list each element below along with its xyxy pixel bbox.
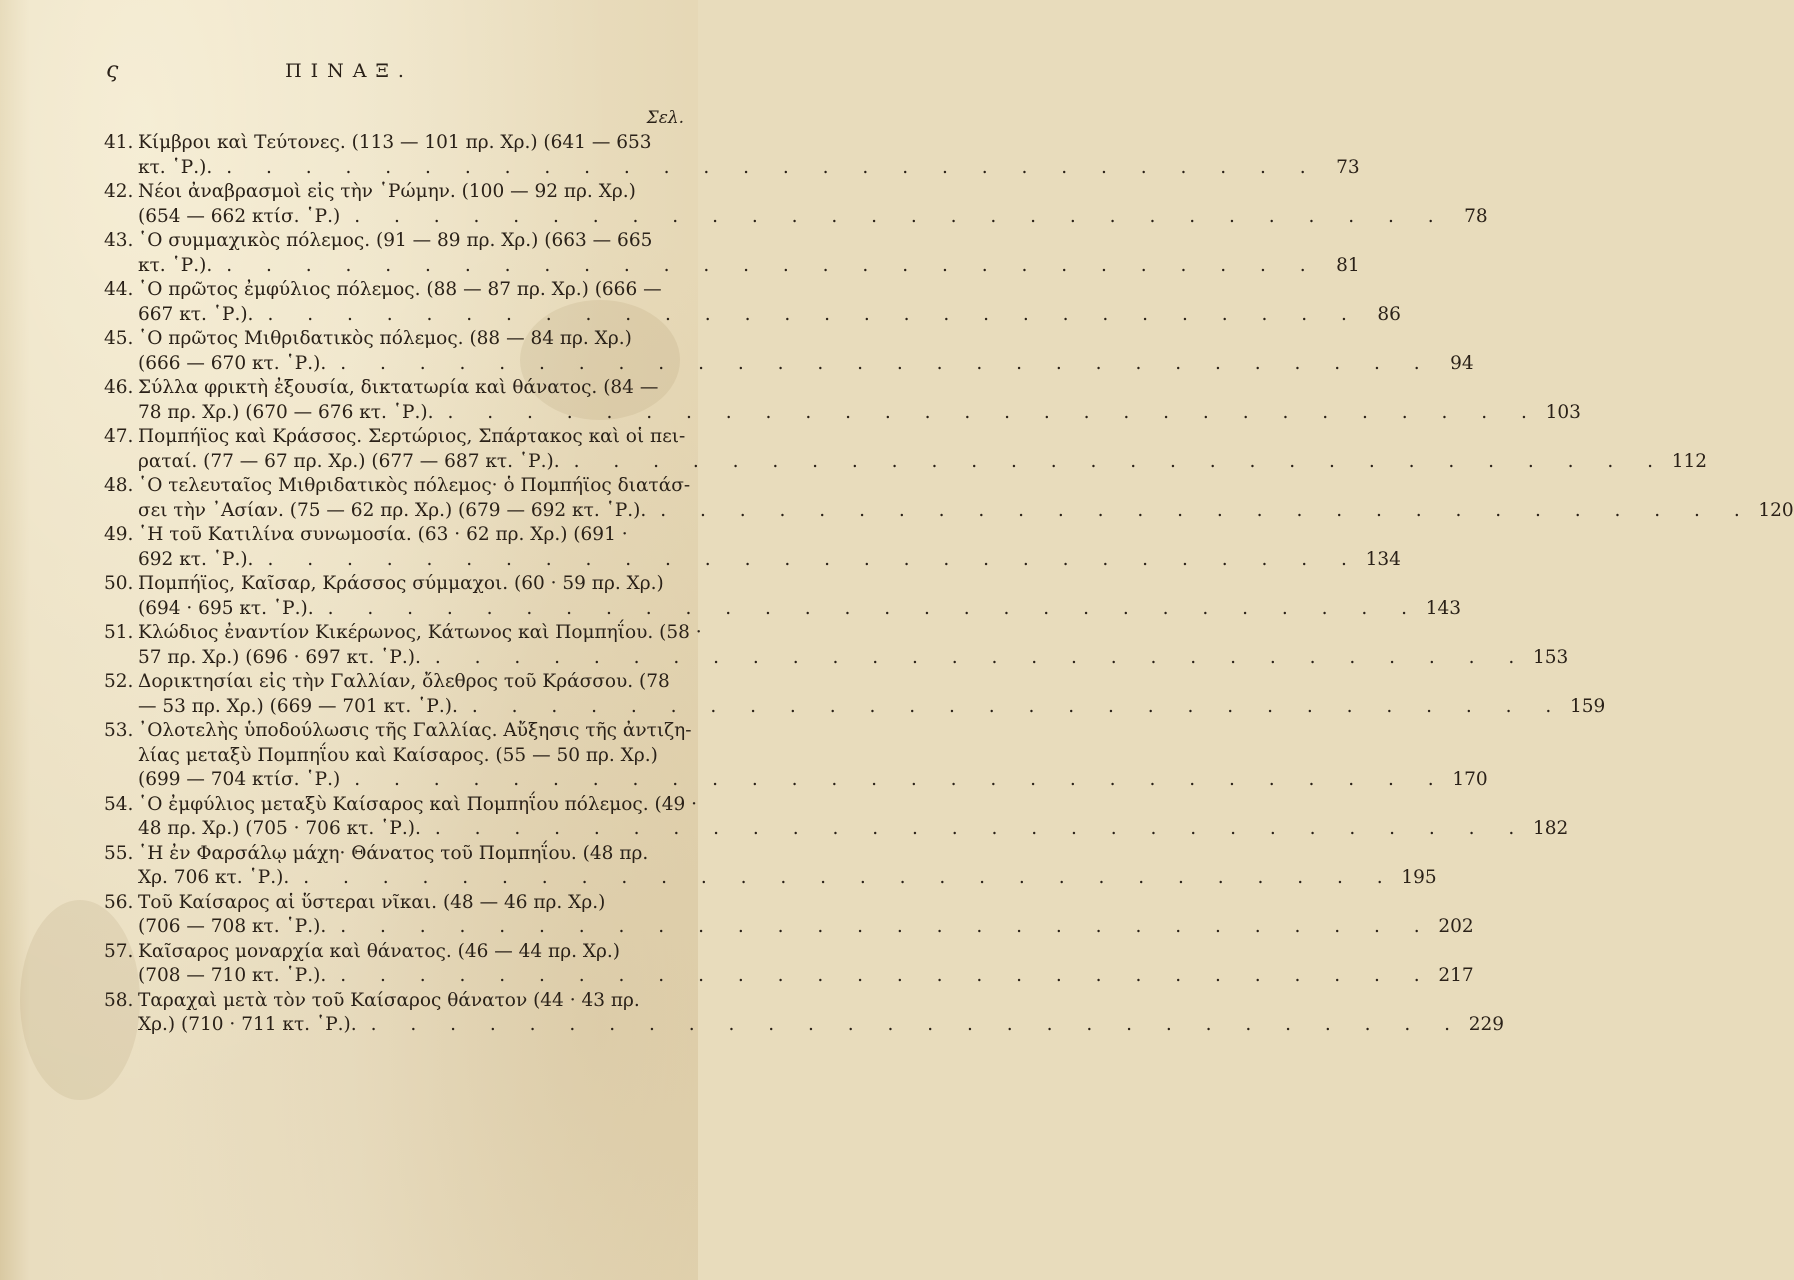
entry-title-text: 667 κτ. ῾Ρ.). — [138, 303, 254, 325]
entry-title-text: ῾Ο ἐμφύλιος μεταξὺ Καίσαρος καὶ Πομπηΐου πόλεμος. (49 · — [138, 793, 698, 815]
entry-body — [138, 474, 1794, 523]
entry-body — [138, 940, 1474, 989]
entry-line — [138, 964, 1474, 989]
dot-leader: . . . . . . . . . . . . . . . . . . . . . . . . . . . . — [340, 916, 1434, 937]
dot-leader: . . . . . . . . . . . . . . . . . . . . . . . . . . . . — [354, 769, 1448, 790]
entry-title-text: — 53 πρ. Χρ.) (669 — 701 κτ. ῾Ρ.). — [138, 695, 458, 717]
entry-title-text: (699 — 704 κτίσ. ῾Ρ.) — [138, 769, 341, 790]
entry-line — [138, 597, 1461, 622]
entry-line — [138, 474, 1794, 499]
dot-leader: . . . . . . . . . . . . . . . . . . . . . . . . . . . . — [340, 352, 1434, 374]
entry-body — [138, 229, 1360, 278]
entry-page-number: 159 — [1569, 695, 1606, 717]
entry-page-number: 81 — [1336, 254, 1360, 276]
entry-line — [138, 303, 1401, 328]
entry-title-text: 78 πρ. Χρ.) (670 — 676 κτ. ῾Ρ.). — [138, 401, 434, 423]
entry-line — [138, 180, 1488, 205]
entry-line — [138, 670, 1605, 695]
toc-entry — [104, 719, 1488, 793]
entry-line — [138, 989, 1504, 1014]
entry-number: 42. — [104, 181, 134, 202]
entry-line — [138, 940, 1474, 965]
entry-number: 58. — [104, 989, 134, 1011]
entry-body — [138, 425, 1707, 474]
table-of-contents — [104, 131, 1794, 1038]
toc-entry — [104, 474, 1794, 523]
entry-number: 48. — [104, 475, 134, 496]
entry-page-number: 143 — [1425, 597, 1462, 619]
dot-leader: . . . . . . . . . . . . . . . . . . . . . . . . . . . . — [370, 1014, 1465, 1035]
entry-title-text: (708 — 710 κτ. ῾Ρ.). — [138, 965, 327, 986]
entry-title-text: Πομπήϊος καὶ Κράσσος. Σερτώριος, Σπάρτακος καὶ οἱ πει- — [138, 426, 686, 447]
entry-line — [138, 548, 1401, 573]
page-title: ΠΙΝΑΞ. — [285, 60, 413, 82]
dot-leader: . . . . . . . . . . . . . . . . . . . . . . . . . . . . — [226, 156, 1320, 178]
entry-line — [138, 131, 1360, 156]
entry-line — [138, 891, 1474, 916]
entry-number: 46. — [104, 377, 134, 398]
toc-entry — [104, 229, 1360, 278]
entry-number: 49. — [104, 524, 134, 545]
entry-line — [138, 401, 1581, 426]
entry-page-number: 170 — [1452, 769, 1488, 790]
dot-leader: . . . . . . . . . . . . . . . . . . . . . . . . . . . . — [267, 548, 1361, 570]
entry-body — [138, 572, 1461, 621]
dot-leader: . . . . . . . . . . . . . . . . . . . . . . . . . . . . — [447, 401, 1541, 423]
entry-page-number: 78 — [1464, 205, 1488, 227]
entry-line — [138, 278, 1401, 303]
entry-title-text: Νέοι ἀναβρασμοὶ εἰς τὴν ῾Ρώμην. (100 — 92 πρ. Χρ.) — [138, 181, 636, 202]
entry-body — [138, 719, 1488, 793]
entry-page-number: 73 — [1336, 156, 1360, 178]
entry-page-number: 217 — [1438, 965, 1474, 986]
toc-entry — [104, 180, 1488, 229]
entry-body — [138, 793, 1568, 842]
entry-title-text: ῾Ο συμμαχικὸς πόλεμος. (91 — 89 πρ. Χρ.) (663 — 665 — [138, 230, 653, 251]
entry-title-text: 692 κτ. ῾Ρ.). — [138, 548, 254, 570]
entry-line — [138, 425, 1707, 450]
entry-line — [138, 499, 1794, 524]
toc-entry — [104, 523, 1401, 572]
toc-entry — [104, 131, 1360, 180]
toc-entry — [104, 327, 1474, 376]
entry-line — [138, 719, 1488, 744]
dot-leader: . . . . . . . . . . . . . . . . . . . . . . . . . . . . — [434, 818, 1529, 839]
entry-number: 45. — [104, 328, 134, 349]
entry-page-number: 134 — [1365, 548, 1401, 570]
entry-body — [138, 989, 1504, 1038]
toc-entry — [104, 940, 1474, 989]
dot-leader: . . . . . . . . . . . . . . . . . . . . . . . . . . . . — [327, 597, 1422, 619]
entry-page-number: 153 — [1532, 646, 1569, 668]
entry-title-text: (706 — 708 κτ. ῾Ρ.). — [138, 916, 327, 937]
toc-entry — [104, 891, 1474, 940]
entry-line — [138, 205, 1488, 230]
entry-number: 50. — [104, 573, 134, 594]
entry-body — [138, 523, 1401, 572]
entry-page-number: 86 — [1377, 303, 1401, 325]
entry-number: 41. — [104, 132, 134, 153]
entry-title-text: Κλώδιος ἐναντίον Κικέρωνος, Κάτωνος καὶ Πομπηΐου. (58 · — [138, 622, 702, 643]
entry-line — [138, 450, 1707, 475]
entry-line — [138, 523, 1401, 548]
entry-body — [138, 670, 1605, 719]
entry-line — [138, 915, 1474, 940]
entry-number: 44. — [104, 279, 134, 300]
entry-body — [138, 180, 1488, 229]
entry-line — [138, 768, 1488, 793]
entry-title-text: Ταραχαὶ μετὰ τὸν τοῦ Καίσαρος θάνατον (44 · 43 πρ. — [138, 989, 640, 1011]
dot-leader: . . . . . . . . . . . . . . . . . . . . . . . . . . . . — [340, 965, 1434, 986]
dot-leader: . . . . . . . . . . . . . . . . . . . . . . . . . . . . — [471, 695, 1566, 717]
entry-body — [138, 278, 1401, 327]
entry-number: 56. — [104, 891, 134, 913]
page-column-heading: Σελ. — [646, 108, 684, 128]
entry-title-text: Πομπήϊος, Καῖσαρ, Κράσσος σύμμαχοι. (60 · 59 πρ. Χρ.) — [138, 573, 664, 594]
entry-line — [138, 744, 1488, 769]
entry-title-text: 57 πρ. Χρ.) (696 · 697 κτ. ῾Ρ.). — [138, 646, 421, 668]
entry-body — [138, 131, 1360, 180]
toc-entry — [104, 793, 1569, 842]
entry-title-text: Κίμβροι καὶ Τεύτονες. (113 — 101 πρ. Χρ.) (641 — 653 — [138, 132, 652, 153]
entry-body — [138, 842, 1437, 891]
entry-title-text: ᾿Ολοτελὴς ὑποδούλωσις τῆς Γαλλίας. Αὔξησις τῆς ἀντιζη- — [138, 720, 692, 741]
toc-entry — [104, 670, 1606, 719]
entry-number: 55. — [104, 842, 134, 864]
dot-leader: . . . . . . . . . . . . . . . . . . . . . . . . . . . . — [267, 303, 1361, 325]
dot-leader: . . . . . . . . . . . . . . . . . . . . . . . . . . . . — [303, 867, 1397, 888]
entry-page-number: 112 — [1671, 450, 1708, 472]
entry-number: 47. — [104, 426, 134, 447]
entry-number: 52. — [104, 671, 134, 692]
entry-line — [138, 254, 1360, 279]
toc-entry — [104, 278, 1401, 327]
entry-title-text: Χρ.) (710 · 711 κτ. ῾Ρ.). — [138, 1014, 357, 1035]
toc-entry — [104, 376, 1581, 425]
entry-line — [138, 646, 1568, 671]
entry-title-text: λίας μεταξὺ Πομπηΐου καὶ Καίσαρος. (55 — 50 πρ. Χρ.) — [138, 744, 658, 766]
entry-title-text: 48 πρ. Χρ.) (705 · 706 κτ. ῾Ρ.). — [138, 818, 421, 839]
entry-title-text: (666 — 670 κτ. ῾Ρ.). — [138, 352, 327, 374]
entry-line — [138, 842, 1437, 867]
entry-title-text: (694 · 695 κτ. ῾Ρ.). — [138, 597, 314, 619]
dot-leader: . . . . . . . . . . . . . . . . . . . . . . . . . . . . — [434, 646, 1529, 668]
entry-page-number: 103 — [1545, 401, 1581, 423]
entry-title-text: σει τὴν ᾿Ασίαν. (75 — 62 πρ. Χρ.) (679 — 692 κτ. ῾Ρ.). — [138, 499, 647, 521]
entry-line — [138, 1013, 1504, 1038]
entry-line — [138, 621, 1568, 646]
entry-title-text: ῾Η ἐν Φαρσάλῳ μάχη· Θάνατος τοῦ Πομπηΐου. (48 πρ. — [138, 842, 649, 864]
entry-title-text: κτ. ῾Ρ.). — [138, 254, 213, 276]
entry-body — [138, 327, 1474, 376]
toc-entry — [104, 621, 1569, 670]
entry-page-number: 229 — [1468, 1014, 1505, 1035]
entry-line — [138, 352, 1474, 377]
entry-number: 53. — [104, 720, 134, 741]
entry-title-text: ραταί. (77 — 67 πρ. Χρ.) (677 — 687 κτ. ῾Ρ.). — [138, 450, 560, 472]
entry-title-text: (654 — 662 κτίσ. ῾Ρ.) — [138, 205, 341, 227]
dot-leader: . . . . . . . . . . . . . . . . . . . . . . . . . . . . — [573, 450, 1668, 472]
entry-line — [138, 376, 1581, 401]
entry-number: 51. — [104, 622, 134, 643]
entry-line — [138, 695, 1605, 720]
entry-line — [138, 572, 1461, 597]
entry-title-text: ῾Ο τελευταῖος Μιθριδατικὸς πόλεμος· ὁ Πομπήϊος διατάσ- — [138, 475, 691, 496]
entry-page-number: 94 — [1450, 352, 1474, 374]
entry-title-text: ῾Ο πρῶτος ἐμφύλιος πόλεμος. (88 — 87 πρ. Χρ.) (666 — — [138, 279, 662, 300]
entry-line — [138, 327, 1474, 352]
entry-number: 54. — [104, 793, 134, 815]
dot-leader: . . . . . . . . . . . . . . . . . . . . . . . . . . . . — [660, 499, 1754, 521]
entry-line — [138, 817, 1568, 842]
entry-body — [138, 621, 1568, 670]
entry-line — [138, 229, 1360, 254]
entry-title-text: Καῖσαρος μοναρχία καὶ θάνατος. (46 — 44 πρ. Χρ.) — [138, 940, 620, 962]
entry-title-text: Τοῦ Καίσαρος αἱ ὕστεραι νῖκαι. (48 — 46 πρ. Χρ.) — [138, 891, 606, 913]
entry-line — [138, 866, 1437, 891]
entry-page-number: 120 — [1758, 499, 1794, 521]
entry-title-text: κτ. ῾Ρ.). — [138, 156, 213, 178]
dot-leader: . . . . . . . . . . . . . . . . . . . . . . . . . . . . — [226, 254, 1320, 276]
entry-body — [138, 376, 1581, 425]
entry-number: 57. — [104, 940, 134, 962]
entry-line — [138, 156, 1360, 181]
entry-title-text: ῾Ο πρῶτος Μιθριδατικὸς πόλεμος. (88 — 84 πρ. Χρ.) — [138, 328, 632, 349]
entry-line — [138, 793, 1568, 818]
entry-body — [138, 891, 1474, 940]
toc-entry — [104, 572, 1462, 621]
entry-title-text: ῾Η τοῦ Κατιλίνα συνωμοσία. (63 · 62 πρ. Χρ.) (691 · — [138, 524, 628, 545]
entry-title-text: Δορικτησίαι εἰς τὴν Γαλλίαν, ὄλεθρος τοῦ Κράσσου. (78 — [138, 671, 670, 692]
toc-entry — [104, 425, 1708, 474]
entry-number: 43. — [104, 230, 134, 251]
entry-title-text: Χρ. 706 κτ. ῾Ρ.). — [138, 867, 290, 888]
entry-title-text: Σύλλα φρικτὴ ἐξουσία, δικτατωρία καὶ θάνατος. (84 — — [138, 377, 659, 398]
dot-leader: . . . . . . . . . . . . . . . . . . . . . . . . . . . . — [354, 205, 1448, 227]
toc-entry — [104, 989, 1505, 1038]
page-number: ς — [106, 58, 119, 83]
toc-entry — [104, 842, 1437, 891]
entry-page-number: 182 — [1532, 818, 1569, 839]
entry-page-number: 202 — [1438, 916, 1474, 937]
entry-page-number: 195 — [1401, 867, 1437, 888]
